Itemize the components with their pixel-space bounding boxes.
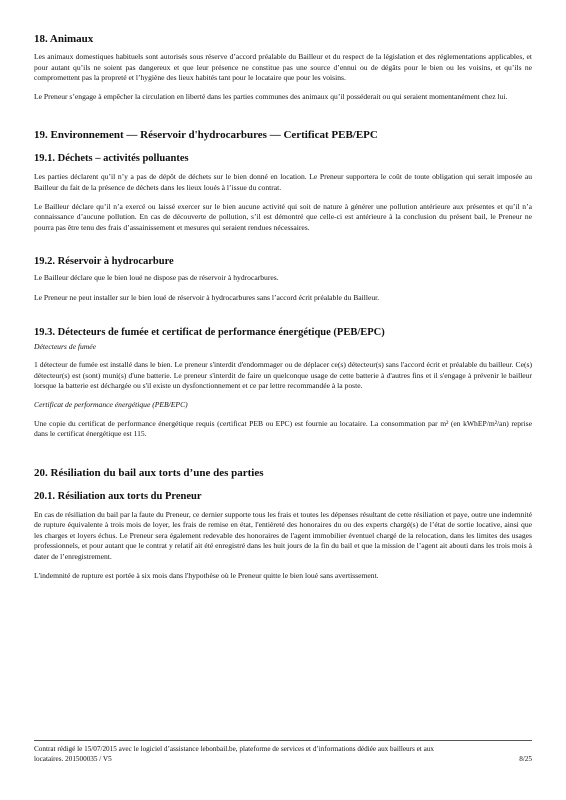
document-body: [34, 32, 532, 581]
section-19-3-title: 19.3. Détecteurs de fumée et certificat de performance énergétique (PEB/EPC): [34, 326, 385, 338]
section-20-1-paragraph-2: L'indemnité de rupture est portée à six mois dans l'hypothèse où le Preneur quitte le bien loué sans avertissement.: [34, 570, 379, 580]
section-20-1-title: 20.1. Résiliation aux torts du Preneur: [34, 490, 202, 502]
section-18-title: 18. Animaux: [34, 33, 94, 45]
section-19-1-title: 19.1. Déchets – activités polluantes: [34, 153, 189, 165]
section-19-title: 19. Environnement — Réservoir d'hydrocarbures — Certificat PEB/EPC: [34, 129, 378, 142]
section-19-2-paragraph-2: Le Preneur ne peut installer sur le bien loué de réservoir à hydrocarbures sans l’accord écrit préalable du Bailleur.: [34, 292, 380, 302]
footer-line-2: locataires. 201500035 / V5: [34, 754, 112, 763]
smoke-detectors-subtitle: Détecteurs de fumée: [34, 341, 96, 351]
section-18-paragraph-1: Les animaux domestiques habituels sont autorisés sous réserve d’accord préalable du Bailleur et du respect de la législation et des réglementations applicables, et pour autant qu’ils ne soient pas dangereux et que leur présence ne constitue pas une source d’ennui ou de dégâts pour le bien ou les voisins, et qu’ils ne compromettent pas la propreté et l’hygiène des lieux habités tant pour le locataire que pour les voisins.: [34, 52, 532, 83]
section-19-2-title: 19.2. Réservoir à hydrocarbure: [34, 256, 174, 268]
page-number: 8/25: [519, 755, 532, 763]
section-19-3-paragraph-1: 1 détecteur de fumée est installé dans le bien. Le preneur s'interdit d'endommager ou de déplacer ce(s) détecteur(s) sans l'accord écrit et préalable du bailleur. Ce(s) détecteur(s) est (sont) muni(s) d'une batterie. Le preneur s'interdit de faire un quelconque usage de cette batterie à d'autres fins et il s'engage à prévenir le bailleur lorsque la batterie est déchargée ou s'il existe un dysfonctionnement et ce par lettre recommandée à la poste.: [34, 360, 532, 391]
section-19-1-paragraph-1: Les parties déclarent qu’il n’y a pas de dépôt de déchets sur le bien donné en location. Le Preneur supportera le coût de toute obligation qui serait imposée au Bailleur du fait de la présence de déchets dans les lieux loués à l’issue du contrat.: [34, 172, 532, 192]
page-footer: [34, 740, 532, 764]
section-20-1-paragraph-1: En cas de résiliation du bail par la faute du Preneur, ce dernier supporte tous les frais et toutes les dépenses résultant de cette résiliation et paye, outre une indemnité de rupture équivalente à trois mois de loyer, les frais de remise en état, l'entièreté des honoraires du ou des experts chargé(s) de l’état de sortie locative, ainsi que les charges et loyers échus. Le Preneur sera également redevable des honoraires de l'agent immobilier éventuel chargé de la relocation, dans les limites des usages professionnels, et pour autant que le contrat y relatif ait été enregistré dans les huit jours de la fin du bail et que la mission de l’agent ait abouti dans les trois mois à dater de l’enregistrement.: [34, 509, 532, 562]
section-19-3-paragraph-2: Une copie du certificat de performance énergétique requis (certificat PEB ou EPC) est fournie au locataire. La consommation par m² (en kWhEP/m²/an) reprise dans le certificat énergétique est 115.: [34, 418, 532, 439]
section-20-title: 20. Résiliation du bail aux torts d’une des parties: [34, 466, 264, 479]
section-19-2-paragraph-1: Le Bailleur déclare que le bien loué ne dispose pas de réservoir à hydrocarbures.: [34, 273, 279, 283]
section-18-paragraph-2: Le Preneur s’engage à empêcher la circulation en liberté dans les parties communes des animaux qu’il posséderait ou qui seraient momentanément chez lui.: [34, 91, 508, 101]
footer-line-1: Contrat rédigé le 15/07/2015 avec le logiciel d’assistance lebonbail.be, plateforme de services et d’informations dédiée aux bailleurs et aux: [34, 745, 434, 753]
section-19-1-paragraph-2: Le Bailleur déclare qu’il n’a exercé ou laissé exercer sur le bien aucune activité qui soit de nature à générer une pollution antérieure aux présentes et qu’il n’a connaissance d’aucune pollution. En cas de découverte de pollution, s’il est démontré que celle-ci est antérieure à la conclusion du présent bail, le Preneur ne pourra pas être tenu des frais d’assainissement et mesures qui seraient rendues nécessaires.: [34, 201, 532, 232]
energy-certificate-subtitle: Certificat de performance énergétique (PEB/EPC): [34, 399, 188, 409]
